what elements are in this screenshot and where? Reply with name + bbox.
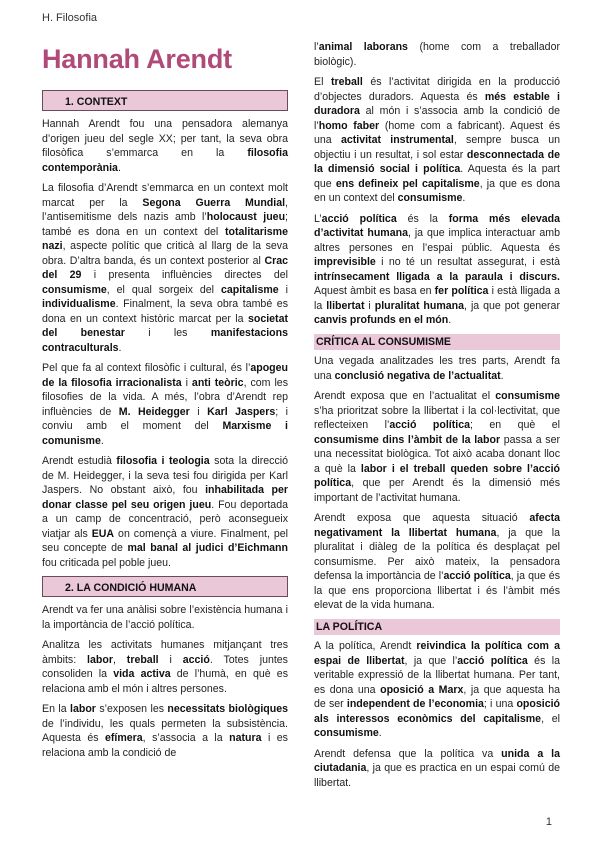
emphasis: holocaust jueu xyxy=(206,211,286,223)
text-run: sota la direcció de M. Heidegger, i la seva tesi fou dirigida per Karl Jaspers. No obstant això, fou xyxy=(42,455,288,496)
subheading-consumerism-critique: CRÍTICA AL CONSUMISME xyxy=(314,334,560,351)
emphasis: labor xyxy=(87,653,113,666)
emphasis: reivindica la política com a espai de llibertat xyxy=(314,640,560,667)
emphasis: consumisme xyxy=(495,390,560,402)
emphasis: acció política xyxy=(389,419,470,431)
paragraph xyxy=(42,603,288,632)
text-run: i està lligada a la xyxy=(314,285,560,312)
paragraph xyxy=(42,638,288,696)
emphasis: individualisme xyxy=(42,298,116,310)
text-run: Arendt exposa que en l’actualitat el xyxy=(314,390,496,402)
emphasis: capitalisme xyxy=(220,283,279,296)
paragraph xyxy=(42,181,288,355)
emphasis: labor i el treball queden sobre l’acció política xyxy=(314,462,560,489)
emphasis: imprevisible xyxy=(314,256,376,268)
text-run: L’ xyxy=(314,212,322,225)
paragraph xyxy=(314,40,560,69)
emphasis: oposició a Marx xyxy=(380,683,464,696)
emphasis: unida a la ciutadania xyxy=(314,747,560,774)
text-run: l’ xyxy=(314,41,319,53)
text-run: (home com a treballador biològic). xyxy=(314,41,560,68)
paragraph xyxy=(42,454,288,570)
emphasis: forma més elevada d’activitat humana xyxy=(314,212,560,239)
emphasis: canvis profunds en el món xyxy=(314,314,449,326)
text-run: A la política, Arendt xyxy=(314,640,417,652)
paragraph xyxy=(42,117,288,175)
paragraph xyxy=(314,354,560,383)
paragraph xyxy=(314,511,560,613)
paragraph xyxy=(314,389,560,505)
text-run: La filosofia d’Arendt s’emmarca en un context molt marcat per la xyxy=(42,182,288,209)
text-run: ; i una xyxy=(483,698,517,710)
emphasis: activitat instrumental xyxy=(340,134,454,146)
running-header: H. Filosofia xyxy=(42,12,98,24)
text-run: , el qual sorgeix del xyxy=(106,283,221,296)
text-run: En la xyxy=(42,703,71,715)
emphasis: conclusió negativa de l’actualitat xyxy=(334,369,501,382)
text-run: Arendt defensa que la política va xyxy=(314,747,502,760)
emphasis: homo faber xyxy=(318,119,380,132)
text-run: ; i conviu amb el moment del xyxy=(42,405,288,432)
emphasis: ens defineix pel capitalisme xyxy=(335,177,480,190)
text-run: i es relaciona amb la condició de xyxy=(42,732,288,759)
text-run: . Fou deportada a un camp de concentració, però aconsegueix viatjar als xyxy=(42,498,288,540)
emphasis: afecta negativament la llibertat humana xyxy=(314,512,560,539)
right-column xyxy=(314,40,560,796)
text-run: passa a ser una necessitat biològica. Tot això acaba donant lloc a què la xyxy=(314,433,560,475)
text-run: , com les filosofies de la vida. A més, l’obra d’Arendt rep influències de xyxy=(42,376,288,418)
text-run: i xyxy=(158,653,183,666)
paragraph xyxy=(42,361,288,448)
text-run: . xyxy=(117,161,121,174)
text-run: , ja que la pluralitat i diàleg de la política és desplaçat pel consumisme. Per això mateix, la pensadora defensa la importància de l’ xyxy=(314,526,560,582)
emphasis: Karl Jaspers xyxy=(207,405,276,418)
paragraph xyxy=(42,702,288,760)
text-run: s’exposen les xyxy=(95,703,168,715)
text-run: , ja que aquesta ha de ser xyxy=(314,683,560,710)
text-run: . Aquesta és la part que xyxy=(314,163,560,190)
text-run: , s’associa a la xyxy=(142,732,230,744)
emphasis: filosofia i teologia xyxy=(116,455,210,467)
emphasis: acció política xyxy=(321,212,397,225)
subheading-politics: LA POLÍTICA xyxy=(314,619,560,636)
emphasis: M. Heidegger xyxy=(118,405,190,418)
emphasis: anti teòric xyxy=(191,376,244,389)
emphasis: Segona Guerra Mundial xyxy=(142,196,286,209)
text-run: , sempre busca un objectiu i un resultat, i sol estar xyxy=(314,134,560,161)
text-run: . xyxy=(118,341,122,354)
text-run: , ja que és la que ens proporciona llibertat i és l’àmbit més elevat de la vida humana. xyxy=(314,570,560,611)
text-run: al món i s’associa amb la condició de l’ xyxy=(314,105,560,132)
emphasis: labor xyxy=(70,703,96,715)
text-run: . xyxy=(378,727,382,739)
text-run: . Finalment, la seva obra també es dona en un context històric marcat per la xyxy=(42,298,288,325)
paragraph xyxy=(314,747,560,791)
page-title: Hannah Arendt xyxy=(42,44,232,74)
text-run: Hannah Arendt fou una pensadora alemanya d’origen jueu del segle XX; per tant, la seva obra filosòfica s’emmarca en la xyxy=(42,118,288,159)
emphasis: més estable i duradora xyxy=(314,90,560,117)
text-run: i xyxy=(364,299,375,312)
text-run: ; en què el xyxy=(469,419,560,431)
text-run: i xyxy=(278,283,288,296)
emphasis: consumisme xyxy=(314,727,379,739)
emphasis: acció política xyxy=(443,570,511,582)
left-column xyxy=(42,88,288,766)
emphasis: Marxisme i comunisme xyxy=(42,420,288,447)
text-run: Arendt estudià xyxy=(42,455,117,467)
text-run: (home com a fabricant). Aquest és una xyxy=(314,119,561,146)
text-run: de l’humà, en què es relaciona amb el món i altres persones. xyxy=(42,668,288,695)
text-run: ; també es dona en un context del xyxy=(42,211,288,238)
text-run: i no té un resultat assegurat, i està xyxy=(375,256,560,268)
text-run: , l’antisemitisme dels nazis amb l’ xyxy=(42,196,288,223)
text-run: Una vegada analitzades les tres parts, Arendt fa una xyxy=(314,355,560,382)
text-run: , el xyxy=(541,712,560,725)
text-run: . xyxy=(448,314,452,326)
emphasis: vida activa xyxy=(113,668,171,680)
emphasis: desconnectada de la dimensió social i política xyxy=(314,148,560,175)
text-run: , ja que es dona en un context del xyxy=(314,177,560,204)
emphasis: consumisme dins l’àmbit de la labor xyxy=(314,433,501,446)
text-run: i xyxy=(189,405,208,418)
text-run: on començà a viure. Finalment, pel seu concepte de xyxy=(42,527,288,554)
emphasis: acció xyxy=(182,653,210,666)
text-run: Arendt exposa que aquesta situació xyxy=(314,512,530,524)
emphasis: necessitats biològiques xyxy=(167,703,288,715)
text-run: Arendt va fer una anàlisi sobre l’existència humana i la importància de l’acció política. xyxy=(42,604,288,631)
text-run: , ja que pot generar xyxy=(464,299,560,312)
emphasis: acció política xyxy=(457,654,528,667)
emphasis: efímera xyxy=(104,732,143,744)
text-run: . xyxy=(462,192,466,204)
emphasis: consumisme xyxy=(397,192,463,204)
text-run: , aspecte polític que criticà al llarg de la seva obra. D’altra banda, és un context posterior al xyxy=(42,240,288,267)
section-heading-context: 1. CONTEXT xyxy=(42,90,288,111)
emphasis: societat del benestar xyxy=(42,312,288,339)
paragraph xyxy=(314,639,560,741)
emphasis: treball xyxy=(126,653,159,666)
page-number: 1 xyxy=(545,816,552,828)
text-run: és la xyxy=(396,212,449,225)
emphasis: pluralitat humana xyxy=(374,299,465,312)
emphasis: Crac del 29 xyxy=(42,254,288,281)
text-run: . xyxy=(100,434,104,447)
emphasis: llibertat xyxy=(326,299,365,312)
text-run: i les xyxy=(124,327,211,339)
emphasis: totalitarisme nazi xyxy=(42,225,288,252)
emphasis: natura xyxy=(229,732,262,744)
emphasis: treball xyxy=(330,76,363,88)
text-run: és l’activitat dirigida en la producció d’objectes duradors. Aquesta és xyxy=(314,76,560,103)
emphasis: mal banal al judici d’Eichmann xyxy=(127,542,288,554)
emphasis: inhabilitada per donar classe pel seu origen jueu xyxy=(42,484,288,511)
text-run: de l’individu, les quals permeten la subsistència. Aquesta és xyxy=(42,717,288,744)
text-run: , ja que implica interactuar amb altres persones en l’espai públic. Aquesta és xyxy=(314,227,560,254)
emphasis: manifestacions contraculturals xyxy=(42,327,288,354)
emphasis: intrínsecament lligada a la paraula i discurs. xyxy=(314,270,560,283)
section-heading-human-condition: 2. LA CONDICIÓ HUMANA xyxy=(42,576,288,597)
text-run: Pel que fa al context filosòfic i cultural, és l’ xyxy=(42,362,251,374)
text-run: , que per Arendt és la dimensió més important de l’activitat humana. xyxy=(314,477,560,504)
text-run: , ja que es practica en un espai comú de llibertat. xyxy=(314,762,560,789)
emphasis: apogeu de la filosofia irracionalista xyxy=(42,362,288,389)
text-run: i presenta influències directes del xyxy=(81,269,288,281)
text-run: Analitza les activitats humanes mitjançant tres àmbits: xyxy=(42,639,288,666)
emphasis: fer política xyxy=(434,285,489,297)
text-run: s’ha prioritzat sobre la llibertat i la col·lectivitat, que reflecteixen l’ xyxy=(314,404,560,431)
emphasis: consumisme xyxy=(42,283,107,296)
text-run: . xyxy=(500,369,504,382)
paragraph xyxy=(314,212,560,328)
paragraph xyxy=(314,75,560,206)
text-run: i xyxy=(181,376,192,389)
emphasis: animal laborans xyxy=(318,41,408,53)
text-run: . Totes juntes consoliden la xyxy=(42,653,288,680)
text-run: Aquest àmbit es basa en xyxy=(314,285,435,297)
text-run: , ja que l’ xyxy=(404,654,458,667)
text-run: és la veritable expressió de la llibertat humana. Per tant, es dona una xyxy=(314,654,561,696)
emphasis: oposició als interessos econòmics del capitalisme xyxy=(314,698,561,725)
text-run: fou criticada pel poble jueu. xyxy=(42,556,171,569)
text-run: , xyxy=(112,653,127,666)
emphasis: filosofia contemporània xyxy=(42,147,288,174)
text-run: El xyxy=(314,76,331,88)
emphasis: independent de l’economia xyxy=(346,698,484,710)
emphasis: EUA xyxy=(91,527,115,540)
